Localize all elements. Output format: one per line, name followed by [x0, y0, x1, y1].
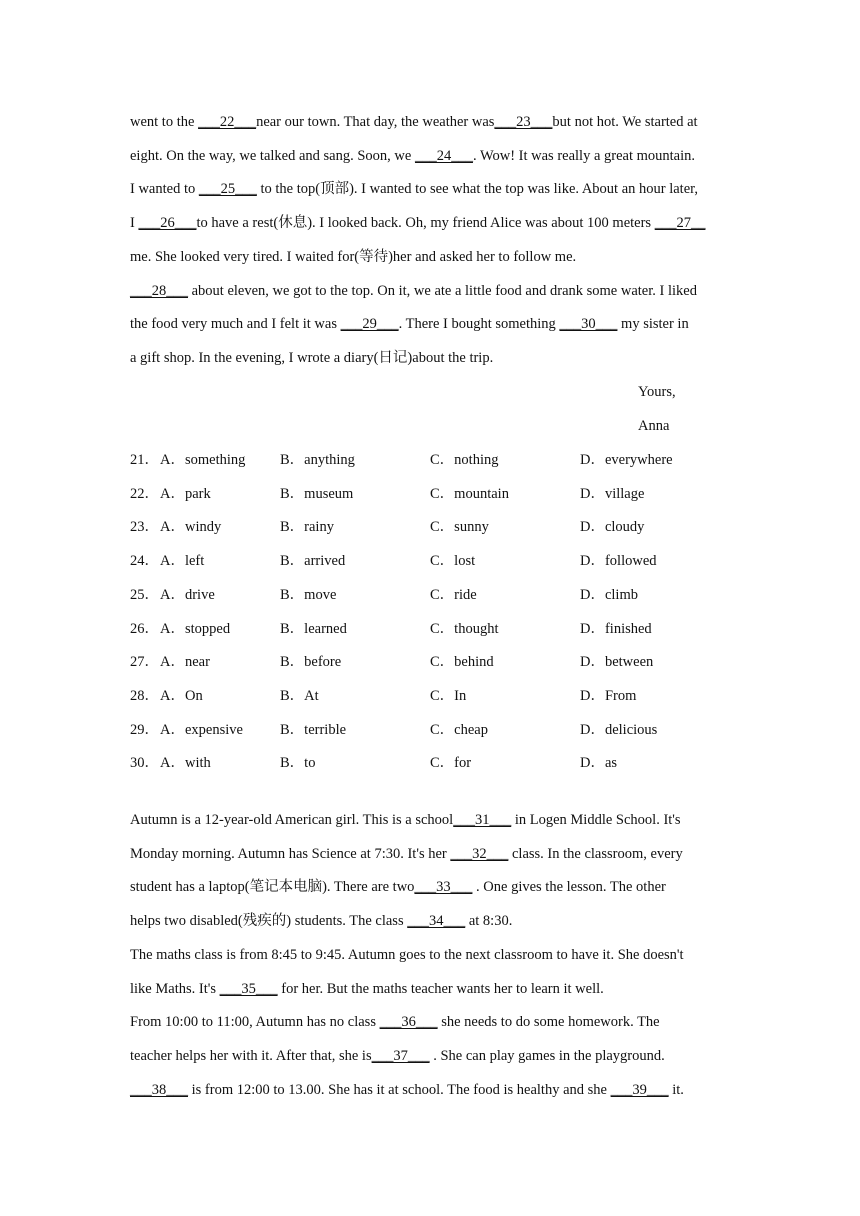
option-d: D．between — [580, 654, 654, 671]
option-c: C．cheap — [430, 721, 488, 738]
answer-blank: ___36___ — [379, 1014, 438, 1031]
answer-blank: ___31___ — [453, 812, 512, 828]
option-a: A．windy — [160, 519, 222, 536]
passage-text: but not hot. We started at — [552, 114, 698, 130]
option-b: B．rainy — [280, 519, 334, 536]
passage-text: student has a laptop(笔记本电脑). There are two — [130, 879, 415, 896]
passage-text: it. — [668, 1081, 684, 1098]
option-c: C．In — [430, 687, 467, 704]
passage-text: a gift shop. In the evening, I wrote a diary(日记)about the trip. — [130, 349, 494, 366]
letter-closing: Yours, — [638, 384, 676, 400]
passage-line — [130, 179, 750, 199]
option-d: D．climb — [580, 586, 638, 603]
passage-text: like Maths. It's — [130, 980, 220, 997]
passage-text: eight. On the way, we talked and sang. Soon, we — [130, 147, 415, 164]
option-a: A．left — [160, 553, 205, 570]
answer-blank: ___29___ — [340, 316, 399, 333]
option-c: C．behind — [430, 654, 494, 671]
question-row — [130, 585, 750, 605]
question-number: 29． — [130, 721, 159, 738]
passage-line — [130, 1012, 750, 1032]
passage-text: From 10:00 to 11:00, Autumn has no class — [130, 1014, 380, 1031]
option-d: D．finished — [580, 620, 652, 637]
question-number: 23． — [130, 519, 159, 536]
passage-text: . Wow! It was really a great mountain. — [472, 147, 696, 164]
question-number: 21． — [130, 452, 159, 468]
option-d: D．as — [580, 755, 618, 772]
option-c: C．sunny — [430, 519, 489, 536]
passage-text: in Logen Middle School. It's — [511, 812, 681, 828]
passage-text: . One gives the lesson. The other — [472, 879, 666, 896]
option-a: A．park — [160, 485, 211, 502]
option-a: A．stopped — [160, 620, 231, 637]
question-row — [130, 619, 750, 639]
option-b: B．learned — [280, 620, 347, 637]
option-b: B．museum — [280, 485, 354, 502]
question-row — [130, 450, 750, 470]
answer-blank: ___35___ — [219, 980, 278, 997]
option-b: B．anything — [280, 452, 355, 468]
option-a: A．with — [160, 755, 211, 772]
passage-line — [130, 1046, 750, 1066]
passage-text: Autumn is a 12-year-old American girl. This is a school — [130, 812, 454, 828]
question-number: 30． — [130, 755, 159, 772]
passage-text: The maths class is from 8:45 to 9:45. Autumn goes to the next classroom to have it. She doesn't — [130, 946, 684, 963]
passage-text: I wanted to — [130, 181, 199, 198]
option-b: B．move — [280, 586, 337, 603]
question-row — [130, 484, 750, 504]
answer-blank: ___37___ — [371, 1047, 430, 1064]
passage-line — [130, 112, 750, 132]
passage-line — [130, 844, 750, 864]
option-b: B．arrived — [280, 553, 346, 570]
passage-line — [130, 314, 750, 334]
passage-text: to the top(顶部). I wanted to see what the top was like. About an hour later, — [256, 181, 699, 198]
passage-text: class. In the classroom, every — [508, 845, 683, 862]
answer-blank: ___30___ — [559, 316, 618, 333]
option-d: D．everywhere — [580, 452, 673, 468]
option-c: C．nothing — [430, 452, 499, 468]
option-d: D．followed — [580, 553, 657, 570]
question-row — [130, 686, 750, 706]
option-d: D．cloudy — [580, 519, 645, 536]
question-number: 24． — [130, 553, 159, 570]
passage-text: is from 12:00 to 13.00. She has it at school. The food is healthy and she — [188, 1081, 611, 1098]
passage-line — [130, 213, 750, 233]
passage-text: she needs to do some homework. The — [437, 1014, 660, 1031]
letter-signature: Anna — [638, 418, 670, 434]
option-a: A．expensive — [160, 721, 243, 738]
passage-line — [130, 979, 750, 999]
answer-blank: ___22___ — [198, 114, 257, 130]
passage-text: my sister in — [617, 316, 689, 333]
passage-text: for her. But the maths teacher wants her to learn it well. — [277, 980, 604, 997]
passage-line — [130, 247, 750, 267]
question-row — [130, 517, 750, 537]
option-b: B．before — [280, 654, 342, 671]
question-number: 28． — [130, 687, 159, 704]
passage-text: Monday morning. Autumn has Science at 7:30. It's her — [130, 845, 451, 862]
option-b: B．terrible — [280, 721, 347, 738]
question-row — [130, 753, 750, 773]
option-a: A．On — [160, 687, 203, 704]
passage-line — [130, 281, 750, 301]
passage-text: helps two disabled(残疾的) students. The class — [130, 913, 408, 930]
passage-text: . There I bought something — [398, 316, 560, 333]
question-row — [130, 652, 750, 672]
answer-blank: ___34___ — [407, 913, 466, 930]
option-c: C．thought — [430, 620, 499, 637]
answer-blank: ___33___ — [414, 879, 473, 896]
passage-text: near our town. That day, the weather was — [256, 114, 495, 130]
passage-line — [130, 810, 750, 830]
question-row — [130, 720, 750, 740]
answer-blank: ___27__ — [654, 215, 706, 232]
option-c: C．ride — [430, 586, 477, 603]
option-b: B．to — [280, 755, 316, 772]
option-b: B．At — [280, 687, 319, 704]
passage-text: . She can play games in the playground. — [429, 1047, 665, 1064]
answer-blank: ___26___ — [138, 215, 197, 232]
option-d: D．village — [580, 485, 645, 502]
option-d: D．delicious — [580, 721, 658, 738]
answer-blank: ___24___ — [414, 147, 473, 164]
option-a: A．near — [160, 654, 210, 671]
answer-blank: ___23___ — [494, 114, 553, 130]
passage-line — [130, 911, 750, 931]
question-number: 25． — [130, 586, 159, 603]
passage-line — [130, 348, 750, 368]
answer-blank: ___38___ — [130, 1081, 188, 1098]
passage-line — [130, 945, 750, 965]
question-number: 27． — [130, 654, 159, 671]
answer-blank: ___39___ — [610, 1081, 669, 1098]
option-d: D．From — [580, 687, 637, 704]
passage-text: teacher helps her with it. After that, she is — [130, 1047, 372, 1064]
question-row — [130, 551, 750, 571]
question-number: 26． — [130, 620, 159, 637]
option-a: A．drive — [160, 586, 215, 603]
answer-blank: ___28___ — [130, 282, 188, 299]
question-number: 22． — [130, 485, 159, 502]
option-c: C．lost — [430, 553, 476, 570]
passage-line — [130, 146, 750, 166]
passage-line — [130, 877, 750, 897]
passage-line — [130, 1080, 750, 1100]
passage-text: about eleven, we got to the top. On it, we ate a little food and drank some water. I liked — [188, 282, 697, 299]
passage-text: me. She looked very tired. I waited for(等待)her and asked her to follow me. — [130, 248, 577, 265]
passage-text: to have a rest(休息). I looked back. Oh, my friend Alice was about 100 meters — [196, 215, 655, 232]
passage-text: the food very much and I felt it was — [130, 316, 341, 333]
answer-blank: ___32___ — [450, 845, 509, 862]
option-c: C．for — [430, 755, 472, 772]
option-c: C．mountain — [430, 485, 509, 502]
passage-text: at 8:30. — [465, 913, 513, 930]
passage-text: I — [130, 215, 139, 232]
passage-text: went to the — [130, 114, 199, 130]
option-a: A．something — [160, 452, 246, 468]
answer-blank: ___25___ — [198, 181, 257, 198]
